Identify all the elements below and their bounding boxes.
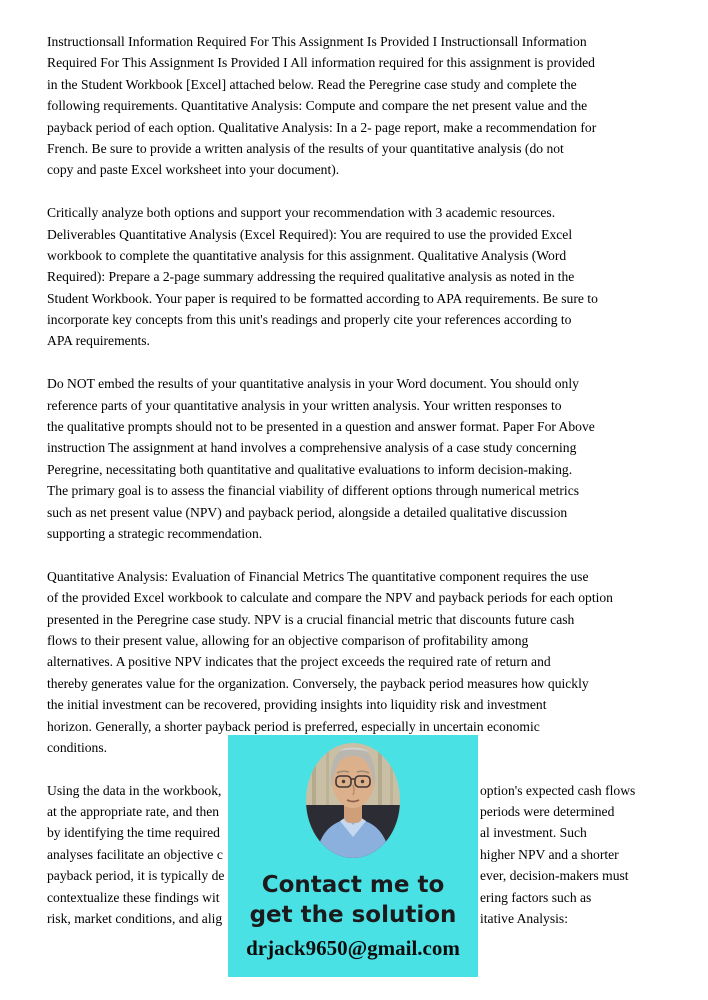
text-fragment-right: option's expected cash flows [480, 782, 636, 798]
text-fragment-right: periods were determined [480, 804, 615, 820]
text-line: Critically analyze both options and support your recommendation with 3 academic resources. [47, 205, 556, 221]
text-fragment-right: higher NPV and a shorter [480, 846, 619, 862]
text-line: alternatives. A positive NPV indicates that the project exceeds the required rate of return and [47, 654, 551, 670]
text-fragment-left: Using the data in the workbook, [47, 782, 222, 798]
text-line: French. Be sure to provide a written analysis of the results of your quantitative analysis (do not [47, 140, 564, 156]
text-line: Instructionsall Information Required For This Assignment Is Provided I Instructionsall Information [47, 34, 587, 49]
text-fragment-left: risk, market conditions, and alig [47, 911, 223, 927]
text-line: incorporate key concepts from this unit's readings and properly cite your references according to [47, 312, 572, 328]
text-fragment-left: contextualize these findings wit [47, 889, 220, 905]
contact-email[interactable]: drjack9650@gmail.com [246, 936, 460, 960]
paragraph [47, 566, 613, 759]
text-line: in the Student Workbook [Excel] attached below. Read the Peregrine case study and complete the [47, 76, 577, 92]
paragraph [47, 373, 613, 544]
text-fragment-right: ever, decision-makers must [480, 868, 629, 884]
text-line: following requirements. Quantitative Analysis: Compute and compare the net present value and the [47, 98, 588, 114]
text-line: Required): Prepare a 2-page summary addressing the required qualitative analysis as noted in the [47, 269, 575, 285]
text-line: The primary goal is to assess the financial viability of different options through numerical metrics [47, 483, 580, 499]
text-line: reference parts of your quantitative analysis in your written analysis. Your written responses to [47, 397, 562, 413]
text-line: copy and paste Excel worksheet into your document). [47, 162, 340, 178]
text-line: Required For This Assignment Is Provided I All information required for this assignment is provided [47, 55, 595, 71]
text-line: presented in the Peregrine case study. NPV is a crucial financial metric that discounts future cash [47, 611, 575, 627]
text-fragment-right: ering factors such as [480, 889, 592, 905]
promo-text-line1: Contact me to [261, 872, 445, 898]
text-line: payback period of each option. Qualitative Analysis: In a 2- page report, make a recommendation for [47, 119, 597, 135]
text-line: the initial investment can be recovered, providing insights into liquidity risk and investment [47, 697, 547, 713]
text-fragment-left: analyses facilitate an objective c [47, 846, 223, 862]
portrait-icon [306, 743, 400, 858]
text-line: conditions. [47, 739, 108, 755]
paragraph [47, 31, 613, 181]
text-line: thereby generates value for the organization. Conversely, the payback period measures how quickly [47, 675, 589, 691]
text-fragment-left: at the appropriate rate, and then [47, 804, 220, 820]
text-line: instruction The assignment at hand involves a comprehensive analysis of a case study concerning [47, 440, 577, 456]
promo-text-line2: get the solution [249, 902, 457, 928]
text-line: such as net present value (NPV) and payback period, alongside a detailed qualitative discussion [47, 504, 568, 520]
text-line: the qualitative prompts should not to be presented in a question and answer format. Paper For Above [47, 419, 595, 435]
text-fragment-right: itative Analysis: [480, 911, 568, 927]
text-line: Do NOT embed the results of your quantitative analysis in your Word document. You should only [47, 376, 579, 392]
text-fragment-right: al investment. Such [480, 825, 587, 841]
text-line: Student Workbook. Your paper is required to be formatted according to APA requirements. Be sure to [47, 290, 598, 306]
text-fragment-left: by identifying the time required [47, 825, 220, 841]
tutor-photo [306, 743, 400, 858]
text-line: Deliverables Quantitative Analysis (Excel Required): You are required to use the provided Excel [47, 226, 573, 242]
promo-overlay-card[interactable] [228, 735, 478, 977]
text-line: flows to their present value, allowing for an objective comparison of profitability among [47, 632, 529, 648]
text-line: Quantitative Analysis: Evaluation of Financial Metrics The quantitative component requires the use [47, 568, 589, 584]
text-line: workbook to complete the quantitative analysis for this assignment. Qualitative Analysis (Word [47, 247, 567, 263]
text-line: APA requirements. [47, 333, 150, 349]
text-fragment-left: payback period, it is typically de [47, 868, 225, 884]
text-line: horizon. Generally, a shorter payback period is preferred, especially in uncertain economic [47, 718, 540, 734]
text-line: Peregrine, necessitating both quantitative and qualitative evaluations to inform decision-making. [47, 461, 573, 477]
text-line: supporting a strategic recommendation. [47, 525, 263, 541]
text-line: of the provided Excel workbook to calculate and compare the NPV and payback periods for each option [47, 590, 613, 606]
paragraph [47, 202, 613, 352]
